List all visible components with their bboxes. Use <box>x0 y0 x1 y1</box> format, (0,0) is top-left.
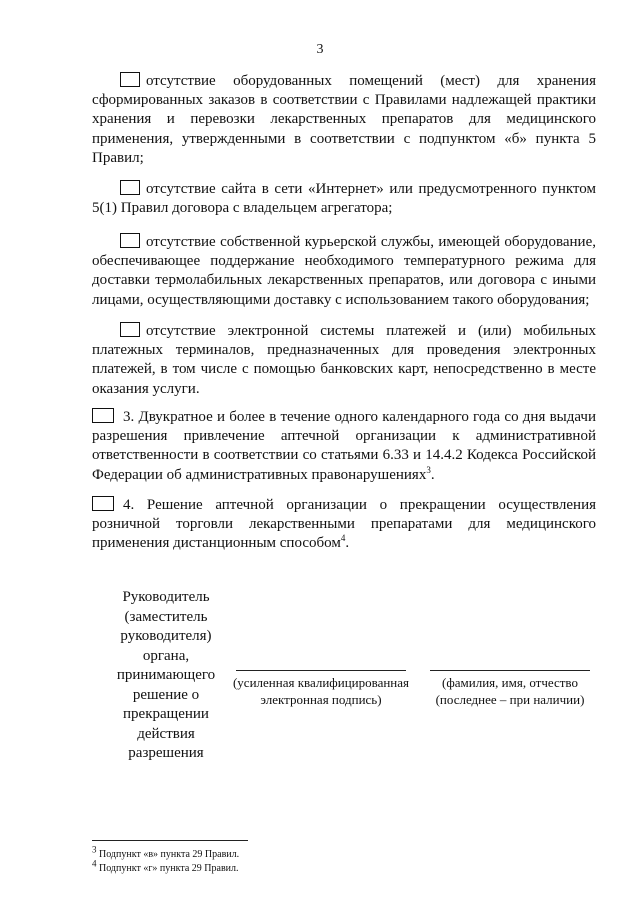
footnote-3 <box>92 844 240 861</box>
checkbox[interactable] <box>120 72 140 87</box>
paragraph-end: . <box>430 466 435 483</box>
paragraph-text: 4. Решение аптечной организации о прекращении осуществления розничной торговли лекарственными препаратами для медицинского применения дистанционным способом <box>92 497 596 552</box>
page-number: 3 <box>316 42 324 57</box>
footnote-text: Подпункт «в» пункта 29 Правил. <box>96 849 240 860</box>
paragraph-text: отсутствие собственной курьерской службы, имеющей оборудование, обеспечивающее поддержание необходимого температурного режима для доставки термолабильных лекарственных препаратов, или договора с иными лицами, осуществляющими доставку с использованием такого оборудования; <box>92 234 596 308</box>
name-caption <box>420 674 600 708</box>
checkbox[interactable] <box>120 180 140 195</box>
signature-caption <box>226 674 416 708</box>
signature-line[interactable] <box>236 670 406 671</box>
footnote-mark: 4 <box>92 858 97 869</box>
checkbox[interactable] <box>120 322 140 337</box>
name-caption-line: (последнее – при наличии) <box>435 692 585 707</box>
paragraph-text: 3. Двукратное и более в течение одного календарного года со дня выдачи разрешения привлечение аптечной организации к административной ответственности в соответствии со статьями 6.33 и 14.4.2 Кодекса Российской Федерации об административных правонарушениях <box>92 409 596 483</box>
paragraph-text: отсутствие оборудованных помещений (мест) для хранения сформированных заказов в соответствии с Правилами надлежащей практики хранения и перевозки лекарственных препаратов для медицинского применения, утвержденными в соответствии с подпунктом «б» пункта 5 Правил; <box>92 73 596 166</box>
paragraph-item-3 <box>92 408 596 485</box>
name-line[interactable] <box>430 670 590 671</box>
paragraph-no-storage-premises <box>92 72 596 168</box>
paragraph-no-payment-system <box>92 322 596 399</box>
checkbox[interactable] <box>92 408 114 423</box>
footnote-ref: 3 <box>426 464 431 475</box>
footnote-4 <box>92 858 239 875</box>
footnote-ref: 4 <box>340 533 346 544</box>
footnote-mark: 3 <box>92 844 97 855</box>
checkbox[interactable] <box>120 233 140 248</box>
name-caption-line: (фамилия, имя, отчество <box>442 675 578 690</box>
paragraph-end: . <box>345 535 350 552</box>
footnote-separator <box>92 840 248 841</box>
signature-caption-line: (усиленная квалифицированная <box>232 675 410 690</box>
paragraph-text: отсутствие сайта в сети «Интернет» или предусмотренного пунктом 5(1) Правил договора с владельцем агрегатора; <box>92 181 596 217</box>
paragraph-no-website <box>92 180 596 218</box>
paragraph-item-4 <box>92 496 596 554</box>
checkbox[interactable] <box>92 496 114 511</box>
signatory-label: Руководитель (заместитель руководителя) органа, принимающего решение о прекращении действия разрешения <box>116 589 216 761</box>
signature-caption-line: электронная подпись) <box>260 692 382 707</box>
footnote-text: Подпункт «г» пункта 29 Правил. <box>96 863 239 874</box>
paragraph-text: отсутствие электронной системы платежей и (или) мобильных платежных терминалов, предназначенных для проведения электронных платежей, в том числе с помощью банковских карт, непосредственно в месте оказания услуги. <box>92 323 596 397</box>
paragraph-no-courier-service <box>92 233 596 310</box>
